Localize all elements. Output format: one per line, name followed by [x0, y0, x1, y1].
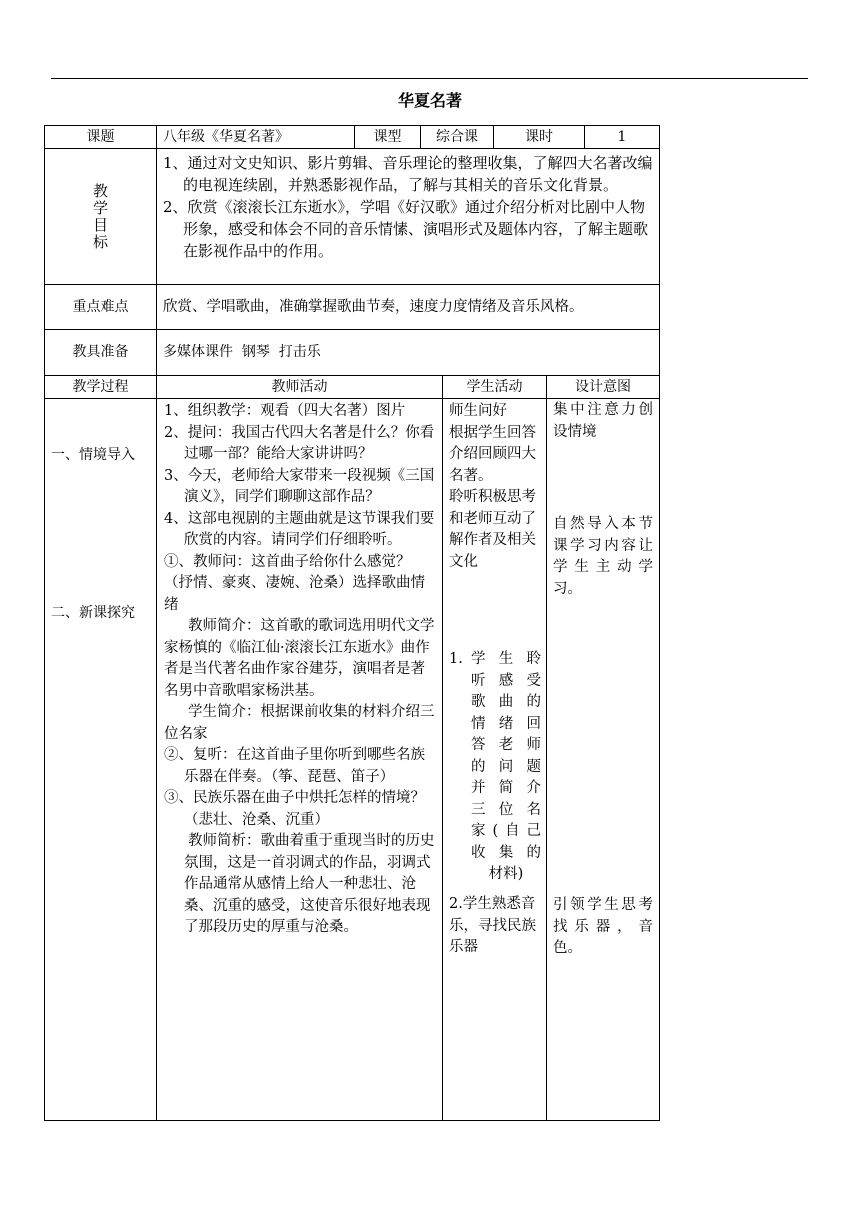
teacher-step: ③、民族乐器在曲子中烘托怎样的情境？（悲壮、沧桑、沉重）	[164, 790, 425, 828]
objectives-label-cell	[44, 148, 157, 285]
hours-label: 课时	[525, 128, 553, 145]
materials-label: 教具准备	[72, 344, 129, 360]
student-activity-cell	[442, 398, 547, 1121]
hours-value-cell	[584, 125, 660, 149]
teacher-step: ①、教师问：这首曲子给你什么感觉？（抒情、豪爽、凄婉、沧桑）选择歌曲情绪	[164, 553, 425, 613]
process-header-cell	[44, 375, 157, 399]
document-title: 华夏名著	[397, 91, 462, 110]
course-value: 八年级《华夏名著》	[163, 129, 289, 145]
student-step-2: 2.学生熟悉音乐，寻找民族乐器	[449, 896, 536, 955]
intent-cell	[546, 398, 660, 1121]
student-step: 师生问好	[449, 403, 507, 419]
student-step: 聆听积极思考和老师互动了解作者及相关文化	[449, 489, 536, 570]
type-value-cell	[420, 125, 494, 149]
type-label: 课型	[373, 128, 402, 145]
hours-label-cell	[493, 125, 585, 149]
intent-header-cell	[546, 375, 660, 399]
student-header: 学生活动	[466, 378, 523, 395]
course-value-cell	[156, 125, 355, 149]
intent-item: 引领学生思考找乐器，音色。	[553, 897, 653, 956]
student-step-1-number: 1.	[449, 651, 463, 667]
objectives-content-cell	[156, 148, 660, 285]
process-header: 教学过程	[72, 378, 129, 395]
keypoints-value: 欣赏、学唱歌曲，准确掌握歌曲节奏，速度力度情绪及音乐风格。	[163, 298, 584, 315]
teacher-step: 2、提问：我国古代四大名著是什么？你看过哪一部？能给大家讲讲吗？	[164, 424, 435, 462]
student-step-1	[449, 649, 541, 886]
stages-cell	[44, 398, 157, 1121]
student-step-1-text: 学生聆 听感受 歌曲的 情绪回 答老师 的问题 并简介 三位名 家(自己 收集的 材料)	[471, 651, 541, 882]
type-label-cell	[354, 125, 421, 149]
stage-label: 二、新课探究	[51, 605, 135, 621]
materials-value: 多媒体课件 钢琴 打击乐	[163, 344, 321, 360]
materials-value-cell	[156, 329, 660, 376]
teacher-step: 4、这部电视剧的主题曲就是这节课我们要欣赏的内容。请同学们仔细聆听。	[164, 510, 435, 548]
stage-label: 一、情境导入	[51, 447, 135, 463]
course-label: 课题	[86, 128, 115, 145]
teacher-step: ②、复听：在这首曲子里你听到哪些名族乐器在伴奏。（筝、琵琶、笛子）	[164, 747, 425, 785]
objective-item: 1、通过对文史知识、影片剪辑、音乐理论的整理收集，了解四大名著改编的电视连续剧，并熟悉影视作品，了解与其相关的音乐文化背景。	[163, 154, 653, 194]
keypoints-label-cell	[44, 284, 157, 330]
student-header-cell	[442, 375, 547, 399]
teacher-step: 3、今天，老师给大家带来一段视频《三国演义》，同学们聊聊这部作品？	[164, 467, 435, 505]
header-rule	[51, 78, 808, 79]
student-step: 根据学生回答介绍回顾四大名著。	[449, 424, 536, 484]
keypoints-label: 重点难点	[72, 298, 129, 315]
intent-header: 设计意图	[575, 378, 631, 395]
objectives-label: 教 学 目 标	[92, 181, 108, 251]
intent-item: 自然导入本节课学习内容让学生主动学习。	[553, 516, 653, 597]
intent-item: 集中注意力创设情境	[553, 402, 653, 440]
objective-item: 2、欣赏《滚滚长江东逝水》，学唱《好汉歌》通过介绍分析对比剧中人物形象，感受和体会不同的音乐情愫、演唱形式及题体内容，了解主题歌在影视作品中的作用。	[163, 198, 649, 260]
teacher-step: 学生简介：根据课前收集的材料介绍三位名家	[164, 704, 435, 742]
type-value: 综合课	[436, 128, 478, 145]
teacher-activity-cell	[156, 398, 443, 1121]
keypoints-value-cell	[156, 284, 660, 330]
teacher-step: 1、组织教学：观看（四大名著）图片	[164, 403, 406, 419]
materials-label-cell	[44, 329, 157, 376]
course-label-cell	[44, 125, 157, 149]
teacher-step: 教师简析：歌曲着重于重现当时的历史氛围，这是一首羽调式的作品，羽调式作品通常从感情上给人一种悲壮、沧桑、沉重的感受，这使音乐很好地表现了那段历史的厚重与沧桑。	[184, 833, 435, 935]
hours-value: 1	[617, 128, 627, 145]
teacher-step: 教师简介：这首歌的歌词选用明代文学家杨慎的《临江仙·滚滚长江东逝水》曲作者是当代著名曲作家谷建芬，演唱者是著名男中音歌唱家杨洪基。	[164, 618, 435, 699]
teacher-header-cell	[156, 375, 443, 399]
teacher-header: 教师活动	[271, 378, 328, 395]
